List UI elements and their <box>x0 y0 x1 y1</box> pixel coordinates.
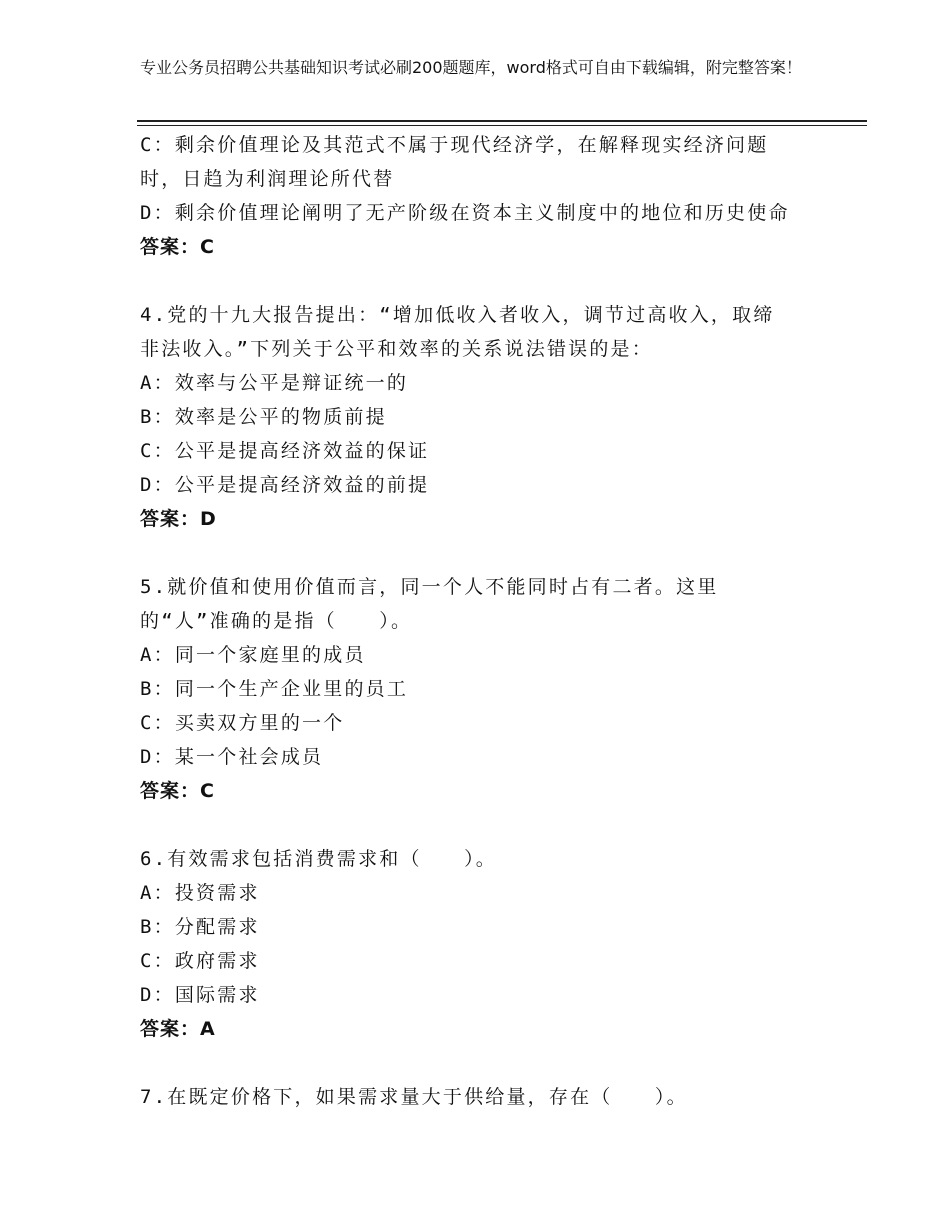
option-line: C：剩余价值理论及其范式不属于现代经济学，在解释现实经济问题 <box>140 134 769 156</box>
option-a: A：效率与公平是辩证统一的 <box>140 372 409 394</box>
question-stem: 的“人”准确的是指（ ）。 <box>140 610 413 632</box>
question-stem: 4.党的十九大报告提出：“增加低收入者收入，调节过高收入，取缔 <box>140 304 775 326</box>
question-block-4 <box>140 298 840 536</box>
question-block-3-continued <box>140 128 840 264</box>
option-b: B：同一个生产企业里的员工 <box>140 678 409 700</box>
question-content <box>140 128 840 1114</box>
option-b: B：效率是公平的物质前提 <box>140 406 387 428</box>
answer-line: 答案：A <box>140 1018 216 1040</box>
option-b: B：分配需求 <box>140 916 260 938</box>
question-stem: 7.在既定价格下，如果需求量大于供给量，存在（ ）。 <box>140 1086 688 1108</box>
option-d: D：国际需求 <box>140 984 260 1006</box>
header-rule-thick <box>137 120 867 122</box>
spacer <box>140 808 840 842</box>
spacer <box>140 264 840 298</box>
answer-line: 答案：D <box>140 508 217 530</box>
option-a: A：投资需求 <box>140 882 260 904</box>
option-c: C：政府需求 <box>140 950 260 972</box>
option-d: D：某一个社会成员 <box>140 746 324 768</box>
spacer <box>140 1046 840 1080</box>
page-header: 专业公务员招聘公共基础知识考试必刷200题题库，word格式可自由下载编辑，附完整答案！ <box>140 58 802 77</box>
header-rule-thin <box>137 125 867 126</box>
answer-line: 答案：C <box>140 236 215 258</box>
option-d: D：公平是提高经济效益的前提 <box>140 474 430 496</box>
answer-line: 答案：C <box>140 780 215 802</box>
question-stem: 非法收入。”下列关于公平和效率的关系说法错误的是： <box>140 338 653 360</box>
question-stem: 5.就价值和使用价值而言，同一个人不能同时占有二者。这里 <box>140 576 719 598</box>
question-stem: 6.有效需求包括消费需求和（ ）。 <box>140 848 497 870</box>
spacer <box>140 536 840 570</box>
option-c: C：公平是提高经济效益的保证 <box>140 440 430 462</box>
question-block-6 <box>140 842 840 1046</box>
option-line: D：剩余价值理论阐明了无产阶级在资本主义制度中的地位和历史使命 <box>140 202 790 224</box>
option-c: C：买卖双方里的一个 <box>140 712 345 734</box>
question-block-5 <box>140 570 840 808</box>
option-line: 时，日趋为利润理论所代替 <box>140 168 395 190</box>
question-block-7 <box>140 1080 840 1114</box>
option-a: A：同一个家庭里的成员 <box>140 644 366 666</box>
